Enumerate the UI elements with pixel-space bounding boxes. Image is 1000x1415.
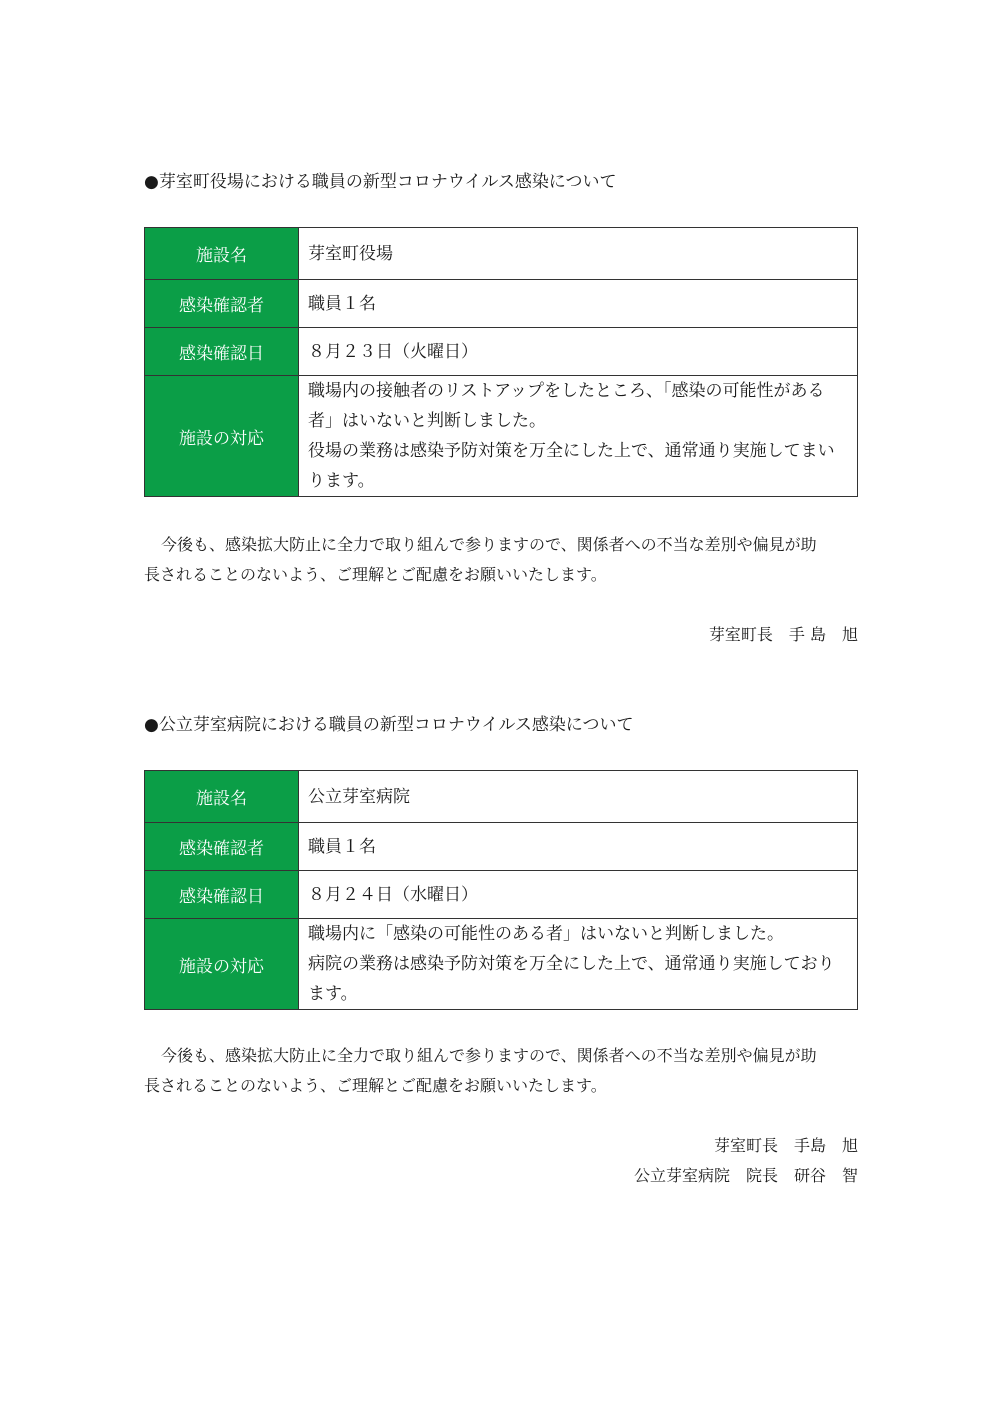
signature-line: 芽室町長 手 島 旭 (708, 625, 858, 644)
row-label-response: 施設の対応 (145, 919, 299, 1010)
table-row (145, 228, 858, 280)
value-line: 芽室町役場 (308, 243, 393, 264)
value-line: 職員１名 (308, 293, 376, 314)
table-row (145, 823, 858, 871)
table-row (145, 771, 858, 823)
row-value-facility (299, 771, 858, 823)
message-paragraph (144, 1041, 858, 1101)
table-row (145, 376, 858, 497)
message-text: 今後も、感染拡大防止に全力で取り組んで参りますので、関係者への不当な差別や偏見が助 (161, 535, 817, 554)
row-label-infected: 感染確認者 (145, 280, 299, 328)
value-line: 者」はいないと判断しました。 (308, 411, 546, 431)
row-value-response (299, 919, 858, 1010)
table-row (145, 871, 858, 919)
value-line: ８月２４日（水曜日） (308, 884, 478, 905)
row-value-response (299, 376, 858, 497)
row-value-date (299, 328, 858, 376)
row-value-date (299, 871, 858, 919)
signature-line: 芽室町長 手島 旭 (713, 1136, 858, 1155)
row-value-infected (299, 280, 858, 328)
notice-section-hospital (144, 713, 858, 1185)
message-paragraph (144, 530, 858, 590)
value-line: 病院の業務は感染予防対策を万全にした上で、通常通り実施しており (308, 954, 835, 974)
row-label-facility: 施設名 (145, 771, 299, 823)
section-heading: ●芽室町役場における職員の新型コロナウイルス感染について (144, 172, 617, 192)
value-line: ます。 (308, 984, 358, 1004)
row-label-date: 感染確認日 (145, 871, 299, 919)
row-label-date: 感染確認日 (145, 328, 299, 376)
row-label-infected: 感染確認者 (145, 823, 299, 871)
signature-block (709, 620, 858, 650)
info-table (144, 770, 858, 1010)
row-value-infected (299, 823, 858, 871)
table-row (145, 280, 858, 328)
info-table (144, 227, 858, 497)
value-line: 職場内の接触者のリストアップをしたところ、「感染の可能性がある (308, 381, 825, 401)
value-line: 職員１名 (308, 836, 376, 857)
signature-block (634, 1131, 858, 1191)
row-label-response: 施設の対応 (145, 376, 299, 497)
message-line (144, 530, 858, 560)
value-line: ８月２３日（火曜日） (308, 341, 478, 362)
value-line: 職場内に「感染の可能性のある者」はいないと判断しました。 (308, 924, 784, 944)
message-line (144, 1041, 858, 1071)
row-value-facility (299, 228, 858, 280)
notice-section-town-office (144, 170, 858, 644)
message-text: 今後も、感染拡大防止に全力で取り組んで参りますので、関係者への不当な差別や偏見が助 (161, 1046, 817, 1065)
value-line: 公立芽室病院 (308, 786, 410, 807)
section-heading: ●公立芽室病院における職員の新型コロナウイルス感染について (144, 715, 634, 735)
message-line: 長されることのないよう、ご理解とご配慮をお願いいたします。 (144, 1076, 607, 1095)
value-line: ります。 (308, 471, 375, 491)
table-row (145, 919, 858, 1010)
value-line: 役場の業務は感染予防対策を万全にした上で、通常通り実施してまい (308, 441, 835, 461)
message-line: 長されることのないよう、ご理解とご配慮をお願いいたします。 (144, 565, 607, 584)
signature-line: 公立芽室病院 院長 研谷 智 (633, 1166, 858, 1185)
row-label-facility: 施設名 (145, 228, 299, 280)
table-row (145, 328, 858, 376)
